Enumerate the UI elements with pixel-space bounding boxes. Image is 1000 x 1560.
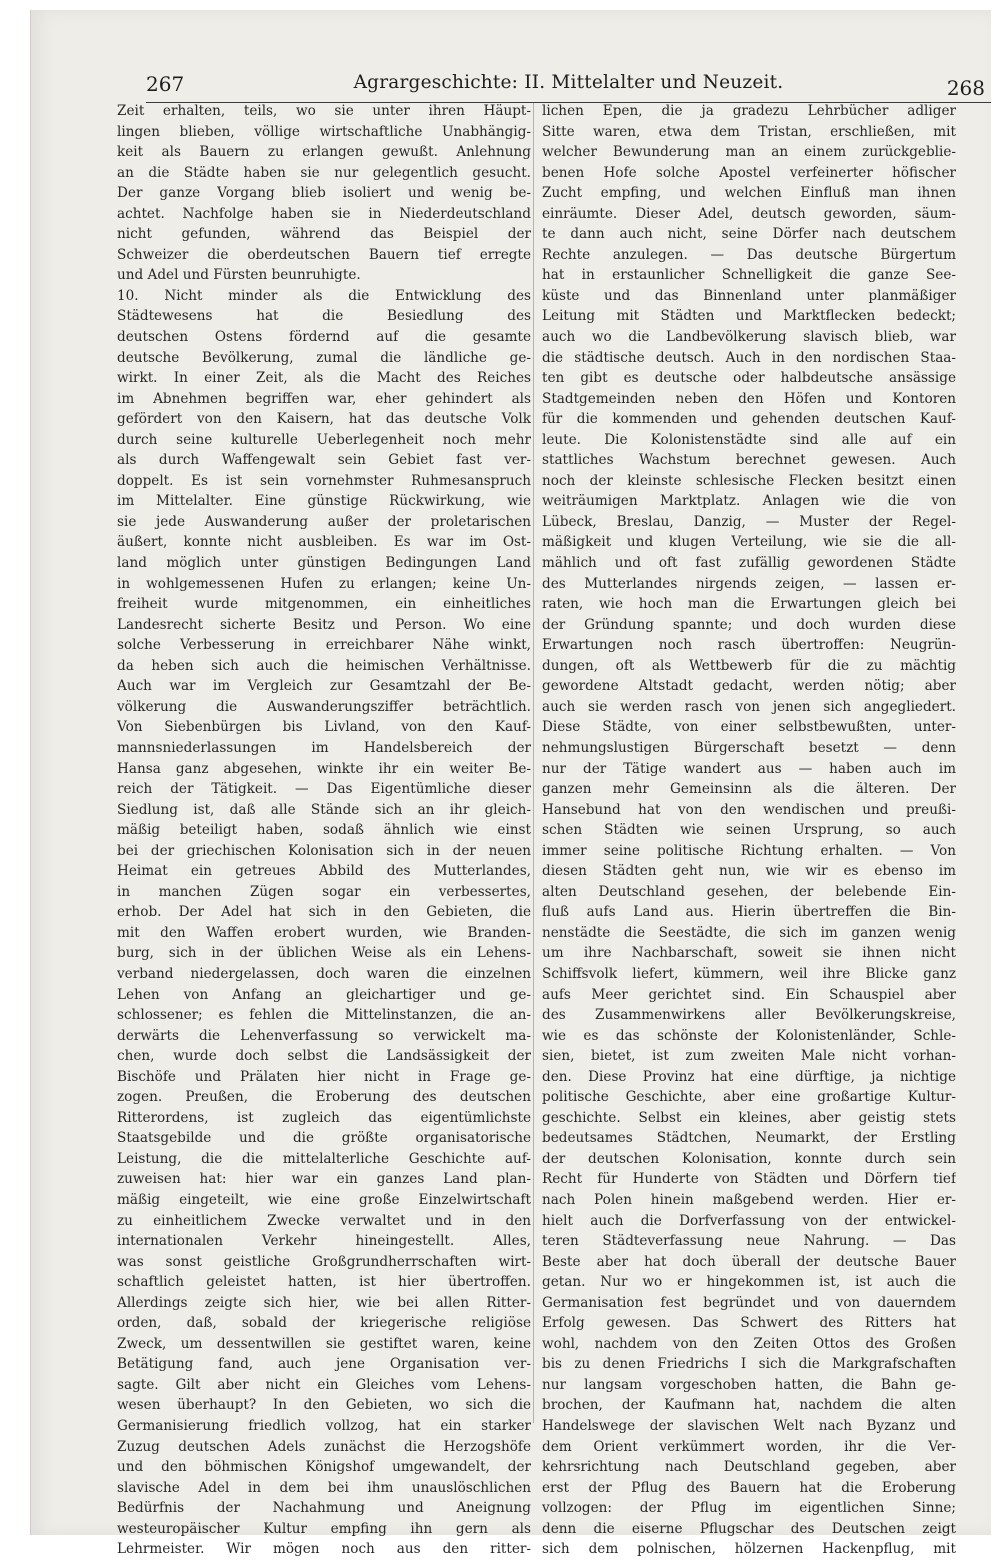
text-line: getan. Nur wo er hingekommen ist, ist auch die [542, 1274, 956, 1291]
text-line: der Gründung spannte; und doch wurden diese [542, 616, 956, 633]
text-line: Bedürfnis der Nachahmung und Aneignung [117, 1500, 531, 1517]
text-line: im Abnehmen begriffen war, eher gehindert als [117, 390, 531, 407]
text-line: politische Geschichte, aber eine großartige Kultur- [542, 1089, 956, 1106]
text-line: gewordene Altstadt gedacht, werden nötig; aber [542, 678, 956, 695]
text-line: derwärts die Lehenverfassung so verwickelt ma- [117, 1027, 531, 1044]
text-line: immer seine politische Richtung erhalten. — Von [542, 842, 956, 859]
text-line: doppelt. Es ist sein vornehmster Ruhmesanspruch [117, 472, 531, 489]
page-number-right: 268 [946, 76, 985, 100]
text-line: in manchen Zügen sogar ein verbessertes, [117, 883, 531, 900]
text-line: sich dem polnischen, hölzernen Hackenpflug, mit [542, 1541, 956, 1558]
page-number-left: 267 [146, 72, 185, 96]
text-line: keit als Bauern zu erlangen gewußt. Anlehnung [117, 144, 531, 161]
text-line: Heimat ein getreues Abbild des Mutterlandes, [117, 863, 531, 880]
text-line: Lübeck, Breslau, Danzig, — Muster der Regel- [542, 513, 956, 530]
text-line: Von Siebenbürgen bis Livland, von den Kauf- [117, 719, 531, 736]
text-line: und den böhmischen Königshof umgewandelt, der [117, 1459, 531, 1476]
text-line: mählich und oft fast zufällig gewordenen Städte [542, 555, 956, 572]
text-line: Betätigung fand, auch jene Organisation ver- [117, 1356, 531, 1373]
text-line: nehmungslustigen Bürgerschaft besetzt — denn [542, 739, 956, 756]
text-line: bedeutsames Städtchen, Neumarkt, der Erstling [542, 1130, 956, 1147]
text-line: kehrsrichtung nach Deutschland gegeben, aber [542, 1459, 956, 1476]
text-line: Auch war im Vergleich zur Gesamtzahl der Be- [117, 678, 531, 695]
text-line: zogen. Preußen, die Eroberung des deutschen [117, 1089, 531, 1106]
text-line: sien, bietet, ist zum zweiten Male nicht vorhan- [542, 1048, 956, 1065]
text-line: denn die eiserne Pflugschar des Deutschen zeigt [542, 1520, 956, 1537]
text-line: um ihre Nachbarschaft, soweit sie ihnen nicht [542, 945, 956, 962]
text-line: ganzen mehr Gemeinsinn als die älteren. Der [542, 781, 956, 798]
text-line: der deutschen Kolonisation, konnte durch sein [542, 1150, 956, 1167]
text-line: deutsche Bevölkerung, zumal die ländliche ge- [117, 349, 531, 366]
text-line: zu einheitlichem Zwecke verwaltet und in den [117, 1212, 531, 1229]
text-line: weiträumigen Marktplatz. Anlagen wie die von [542, 493, 956, 510]
text-line: bei der griechischen Kolonisation sich in der neuen [117, 842, 531, 859]
text-line: für die kommenden und gehenden deutschen Kauf- [542, 411, 956, 428]
text-line: zuweisen hat: hier war ein ganzes Land plan- [117, 1171, 531, 1188]
text-line: diesen Städten geht nun, wie wir es ebenso im [542, 863, 956, 880]
text-line: Allerdings zeigte sich hier, wie bei allen Ritter- [117, 1294, 531, 1311]
text-line: wie es das schönste der Kolonistenländer, Schle- [542, 1027, 956, 1044]
text-line: nenstädte die Seestädte, die sich im ganzen wenig [542, 924, 956, 941]
text-line: deutschen Ostens fördernd auf die gesamte [117, 329, 531, 346]
text-line: Handelswege der slavischen Welt nach Byzanz und [542, 1418, 956, 1434]
text-line: stattliches Wachstum berechnet gewesen. Auch [542, 452, 956, 469]
text-line: Diese Städte, von einer selbstbewußten, unter- [542, 719, 956, 736]
text-line: küste und das Binnenland unter planmäßiger [542, 287, 956, 304]
text-line: schen Städten wie seinen Ursprung, so auch [542, 822, 956, 839]
text-line: den. Diese Provinz hat eine dürftige, ja nichtige [542, 1068, 956, 1085]
text-line: noch der kleinste schlesische Flecken besitzt einen [542, 472, 956, 489]
text-line: burg, sich in der üblichen Weise als ein Lehens- [117, 945, 531, 962]
text-line: nicht gefunden, während das Beispiel der [117, 226, 531, 243]
text-line: lichen Epen, die ja gradezu Lehrbücher adliger [542, 103, 956, 119]
text-line: Zucht empfing, und welchen Einfluß man ihnen [542, 185, 956, 202]
text-column-right [542, 101, 956, 1560]
text-line: auch wo die Landbevölkerung slavisch blieb, war [542, 329, 956, 346]
text-line: äußert, konnte nicht ausbleiben. Es war im Ost- [117, 534, 531, 551]
text-line: wesen überhaupt? In den Gebieten, wo sich die [117, 1397, 531, 1414]
text-line: als durch Waffengewalt sein Gebiet fast ver- [117, 452, 531, 469]
text-line: schlossener; es fehlen die Mittelinstanzen, die an- [117, 1007, 531, 1024]
text-line: Hansa ganz abgesehen, winkte ihr ein weiter Be- [117, 760, 531, 777]
text-line: Staatsgebilde und die größte organisatorische [117, 1130, 531, 1147]
text-line: Erfolg gewesen. Das Schwert des Ritters hat [542, 1315, 956, 1332]
text-line: teren Städteverfassung neue Nahrung. — Das [542, 1233, 956, 1250]
text-line: alten Deutschland gesehen, der belebende Ein- [542, 883, 956, 900]
text-line: Zeit erhalten, teils, wo sie unter ihren Häupt- [117, 103, 531, 119]
text-line: Siedlung ist, daß alle Stände sich an ihr gleich- [117, 801, 531, 818]
text-line: mäßigkeit und klugen Verteilung, wie sie die all- [542, 534, 956, 551]
text-column-left [117, 101, 531, 1560]
text-line: ten gibt es deutsche oder halbdeutsche ansässige [542, 370, 956, 387]
text-line: Sitte waren, etwa dem Tristan, erschließen, mit [542, 123, 956, 140]
text-line: was sonst geistliche Großgrundherrschaften wirt- [117, 1253, 531, 1270]
text-line: fluß aufs Land aus. Hierin übertreffen die Bin- [542, 904, 956, 921]
running-header [146, 68, 991, 103]
text-line: Städtewesens hat die Besiedlung des [117, 308, 531, 325]
text-line: reich der Tätigkeit. — Das Eigentümliche dieser [117, 781, 531, 798]
text-line: te dann auch nicht, seine Dörfer nach deutschem [542, 226, 956, 243]
text-line: Erwartungen noch rasch übertroffen: Neugrün- [542, 637, 956, 654]
text-line: solche Verbesserung in erreichbarer Nähe winkt, [117, 637, 531, 654]
text-line: achtet. Nachfolge haben sie in Niederdeutschland [117, 205, 531, 222]
text-line: Stadtgemeinden neben den Höfen und Kontoren [542, 390, 956, 407]
text-line: Lehrmeister. Wir mögen noch aus den ritter- [117, 1541, 531, 1558]
text-line: Leitung mit Städten und Marktflecken bedeckt; [542, 308, 956, 325]
text-line: Ritterordens, ist zugleich das eigentümlichste [117, 1109, 531, 1126]
text-line: freiheit wurde mitgenommen, ein einheitliches [117, 596, 531, 613]
running-title: Agrargeschichte: II. Mittelalter und Neuzeit. [353, 72, 784, 93]
text-line: verband niedergelassen, doch waren die einzelnen [117, 965, 531, 982]
text-line: des Mutterlandes nirgends zeigen, — lassen er- [542, 575, 956, 592]
text-line: wirkt. In einer Zeit, als die Macht des Reiches [117, 370, 531, 387]
text-line: nur langsam vorgeschoben hatten, die Bahn ge- [542, 1376, 956, 1393]
text-line: schaftlich geleistet hatten, ist hier übertroffen. [117, 1274, 531, 1291]
text-line: mit den Waffen erobert wurden, wie Branden- [117, 924, 531, 941]
text-line: chen, wurde doch selbst die Landsässigkeit der [117, 1048, 531, 1065]
text-line: Der ganze Vorgang blieb isoliert und wenig be- [117, 185, 531, 202]
text-line: Lehen von Anfang an gleichartiger und ge- [117, 986, 531, 1003]
text-line: raten, wie hoch man die Erwartungen gleich bei [542, 596, 956, 613]
text-line: Zuzug deutschen Adels zunächst die Herzogshöfe [117, 1438, 531, 1455]
text-line: leute. Die Kolonistenstädte sind alle auf ein [542, 431, 956, 448]
text-line: nach Polen hinein maßgebend werden. Hier er- [542, 1191, 956, 1208]
text-line: 10. Nicht minder als die Entwicklung des [117, 287, 531, 304]
text-line: erst der Pflug des Bauern hat die Eroberung [542, 1479, 956, 1496]
text-line: durch seine kulturelle Ueberlegenheit noch mehr [117, 431, 531, 448]
text-line: orden, daß, sobald der kriegerische religiöse [117, 1315, 531, 1332]
text-line: Beste aber hat doch überall der deutsche Bauer [542, 1253, 956, 1270]
text-line: hat in erstaunlicher Schnelligkeit die ganze See- [542, 267, 956, 284]
text-line: wohl, nachdem von den Zeiten Ottos des Großen [542, 1335, 956, 1352]
text-line: hielt auch die Dorfverfassung von der entwickel- [542, 1212, 956, 1229]
text-line: Schiffsvolk liefert, kümmern, weil ihre Blicke ganz [542, 965, 956, 982]
text-line: mäßig beteiligt haben, sodaß ähnlich wie einst [117, 822, 531, 839]
text-line: slavische Adel in dem bei ihm unauslöschlichen [117, 1479, 531, 1496]
text-line: westeuropäischer Kultur empfing ihn gern als [117, 1520, 531, 1537]
text-line: dungen, oft als Wettbewerb für die zu mächtig [542, 657, 956, 674]
text-line: geschichte. Selbst ein kleines, aber geistig stets [542, 1109, 956, 1126]
text-line: brochen, der Kaufmann hat, nachdem die alten [542, 1397, 956, 1414]
text-line: da heben sich auch die heimischen Verhältnisse. [117, 657, 531, 674]
text-line: bis zu denen Friedrichs I sich die Markgrafschaften [542, 1356, 956, 1373]
text-line: welcher Bewunderung man an einem zurückgeblie- [542, 144, 956, 161]
text-line: Germanisierung friedlich vollzog, hat ein starker [117, 1418, 531, 1434]
text-line: aufs Meer gerichtet sind. Ein Schauspiel aber [542, 986, 956, 1003]
text-line: Schweizer die oberdeutschen Bauern tief erregte [117, 246, 531, 263]
text-line: mäßig eingeteilt, wie eine große Einzelwirtschaft [117, 1191, 531, 1208]
text-line: gefördert von den Kaisern, hat das deutsche Volk [117, 411, 531, 428]
text-line: in wohlgemessenen Hufen zu erlangen; keine Un- [117, 575, 531, 592]
text-line: völkerung die Auswanderungsziffer beträchtlich. [117, 698, 531, 715]
text-line: Zweck, um dessentwillen sie gestiftet waren, keine [117, 1335, 531, 1352]
column-divider [533, 103, 534, 1423]
text-line: die städtische deutsch. Auch in den nordischen Staa- [542, 349, 956, 366]
text-line: an die Städte haben sie nur gelegentlich gesucht. [117, 164, 531, 181]
text-line: Germanisation fest begründet und von dauerndem [542, 1294, 956, 1311]
text-line: auch sie werden rasch von jenen sich angegliedert. [542, 698, 956, 715]
text-line: Recht für Hunderte von Städten und Dörfern tief [542, 1171, 956, 1188]
text-line: sie jede Auswanderung außer der proletarischen [117, 513, 531, 530]
text-line: vollzogen: der Pflug im eigentlichen Sinne; [542, 1500, 956, 1517]
text-line: Rechte anzulegen. — Das deutsche Bürgertum [542, 246, 956, 263]
text-line: des Zusammenwirkens aller Bevölkerungskreise, [542, 1007, 956, 1024]
text-line: lingen blieben, völlige wirtschaftliche Unabhängig- [117, 123, 531, 140]
text-line: Leistung, die die mittelalterliche Geschichte auf- [117, 1150, 531, 1167]
text-line: internationalen Verkehr hineingestellt. Alles, [117, 1233, 531, 1250]
text-line: benen Hofe solche Apostel verfeinerter höfischer [542, 164, 956, 181]
text-line: und Adel und Fürsten beunruhigte. [117, 267, 361, 284]
text-line: dem Orient verkümmert worden, ihr die Ver- [542, 1438, 956, 1455]
text-line: sagte. Gilt aber nicht ein Gleiches vom Lehens- [117, 1376, 531, 1393]
text-line: im Mittelalter. Eine günstige Rückwirkung, wie [117, 493, 531, 510]
text-line: erhob. Der Adel hat sich in den Gebieten, die [117, 904, 531, 921]
text-line: mannsniederlassungen im Handelsbereich der [117, 739, 531, 756]
text-line: nur der Tätige wandert aus — haben auch im [542, 760, 956, 777]
text-line: einräumte. Dieser Adel, deutsch geworden, säum- [542, 205, 956, 222]
text-line: land möglich unter günstigen Bedingungen Land [117, 555, 531, 572]
text-line: Landesrecht sicherte Besitz und Person. Wo eine [117, 616, 531, 633]
text-line: Hansebund hat von den wendischen und preußi- [542, 801, 956, 818]
text-line: Bischöfe und Prälaten hier nicht in Frage ge- [117, 1068, 531, 1085]
